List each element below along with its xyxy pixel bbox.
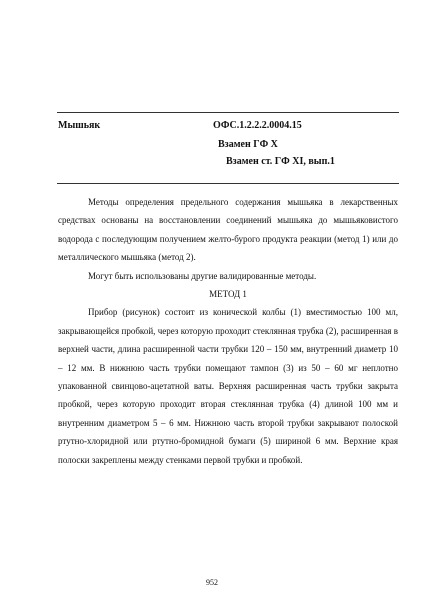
replaces-line-1: Взамен ГФ Х	[218, 139, 278, 150]
apparatus-paragraph: Прибор (рисунок) состоит из конической колбы (1) вместимостью 100 мл, закрывающейся пробкой, через которую проходит стеклянная трубка (2), расширенная в верхней части, длина расширенной части трубки 120 – 150 мм, внутренний диаметр 10 – 12 мм. В нижнюю часть трубки помещают тампон (3) из 50 – 60 мг неплотно упакованной свинцово-ацетатной ваты. Верхняя расширенная часть трубки закрыта пробкой, через которую проходит вторая стеклянная трубка (4) длиной 100 мм и внутренним диаметром 5 – 6 мм. Нижнюю часть второй трубки закрывают полоской ртутно-хлоридной или ртутно-бромидной бумаги (5) шириной 6 мм. Верхние края полоски закреплены между стенками первой трубки и пробкой.	[58, 307, 398, 465]
monograph-title: Мышьяк	[58, 120, 101, 131]
validated-methods-paragraph: Могут быть использованы другие валидированные методы.	[88, 270, 317, 281]
intro-paragraph: Методы определения предельного содержания мышьяка в лекарственных средствах основаны на восстановлении соединений мышьяка до мышьяковистого водорода с последующим получением желто-бурого продукта реакции (метод 1) или до металлического мышьяка (метод 2).	[58, 197, 398, 263]
monograph-code: ОФС.1.2.2.2.0004.15	[213, 120, 302, 131]
method-heading: МЕТОД 1	[209, 289, 247, 300]
header-bottom-rule	[57, 183, 399, 184]
header-top-rule	[57, 112, 399, 113]
replaces-line-2: Взамен ст. ГФ XI, вып.1	[226, 156, 335, 167]
page-number: 952	[206, 578, 218, 587]
document-body	[58, 193, 398, 469]
